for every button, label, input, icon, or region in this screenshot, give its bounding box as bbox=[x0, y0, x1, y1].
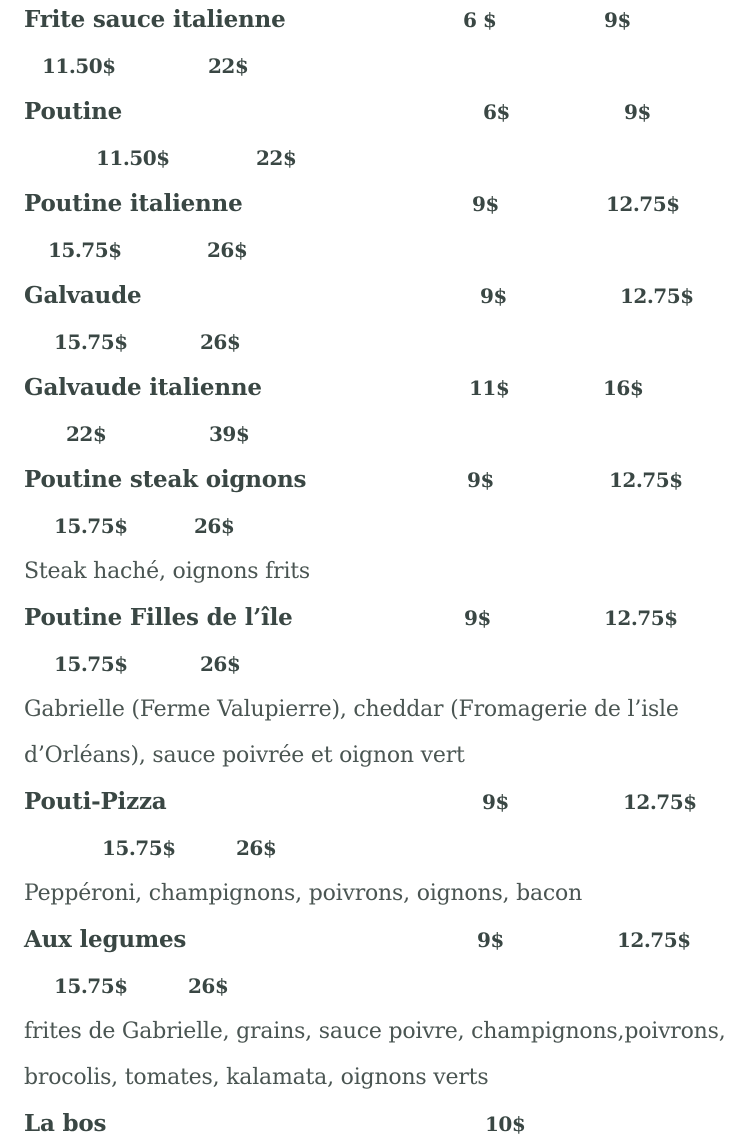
item-name: Galvaude italienne bbox=[24, 374, 262, 401]
item-price-3: 11.50$ bbox=[42, 54, 116, 78]
item-price-3: 15.75$ bbox=[54, 514, 128, 538]
item-name: Galvaude bbox=[24, 282, 142, 309]
item-price-4: 22$ bbox=[208, 54, 249, 78]
item-price-4: 26$ bbox=[200, 330, 241, 354]
item-price-1: 9$ bbox=[472, 192, 499, 216]
item-price-2: 12.75$ bbox=[617, 928, 691, 952]
item-price-2: 16$ bbox=[603, 376, 644, 400]
item-name: Poutine steak oignons bbox=[24, 466, 307, 493]
item-price-4: 26$ bbox=[200, 652, 241, 676]
item-name: Poutine italienne bbox=[24, 190, 243, 217]
item-description: d’Orléans), sauce poivrée et oignon vert bbox=[24, 743, 465, 768]
item-description: Gabrielle (Ferme Valupierre), cheddar (Fromagerie de l’isle bbox=[24, 697, 679, 722]
item-price-2: 12.75$ bbox=[620, 284, 694, 308]
item-price-2: 12.75$ bbox=[604, 606, 678, 630]
item-price-4: 26$ bbox=[236, 836, 277, 860]
item-price-1: 9$ bbox=[464, 606, 491, 630]
item-price-2: 12.75$ bbox=[623, 790, 697, 814]
item-price-2: 12.75$ bbox=[609, 468, 683, 492]
item-name: Frite sauce italienne bbox=[24, 6, 286, 33]
item-price-4: 26$ bbox=[194, 514, 235, 538]
item-price-3: 15.75$ bbox=[54, 330, 128, 354]
item-name: Poutine Filles de l’île bbox=[24, 604, 293, 631]
item-price-2: 12.75$ bbox=[606, 192, 680, 216]
item-price-3: 15.75$ bbox=[48, 238, 122, 262]
item-price-4: 22$ bbox=[256, 146, 297, 170]
item-price-1: 9$ bbox=[482, 790, 509, 814]
item-name: Poutine bbox=[24, 98, 123, 125]
item-name: Aux legumes bbox=[24, 926, 187, 953]
item-description: brocolis, tomates, kalamata, oignons verts bbox=[24, 1065, 489, 1090]
item-price-4: 26$ bbox=[188, 974, 229, 998]
item-price-4: 39$ bbox=[209, 422, 250, 446]
item-price-3: 15.75$ bbox=[54, 652, 128, 676]
item-price-1: 9$ bbox=[477, 928, 504, 952]
item-name: Pouti-Pizza bbox=[24, 788, 167, 815]
item-price-3: 15.75$ bbox=[102, 836, 176, 860]
item-price-4: 26$ bbox=[207, 238, 248, 262]
item-price-3: 11.50$ bbox=[96, 146, 170, 170]
item-price-1: 11$ bbox=[469, 376, 510, 400]
item-price-2: 9$ bbox=[624, 100, 651, 124]
item-description: Peppéroni, champignons, poivrons, oignons, bacon bbox=[24, 881, 583, 906]
item-price-2: 9$ bbox=[604, 8, 631, 32]
item-description: Steak haché, oignons frits bbox=[24, 559, 311, 584]
item-price-1: 9$ bbox=[480, 284, 507, 308]
item-name: La bos bbox=[24, 1110, 107, 1137]
item-price-3: 15.75$ bbox=[54, 974, 128, 998]
item-price-3: 22$ bbox=[66, 422, 107, 446]
item-price-1: 9$ bbox=[467, 468, 494, 492]
item-description: frites de Gabrielle, grains, sauce poivre, champignons,poivrons, bbox=[24, 1019, 726, 1044]
item-price-1: 6$ bbox=[483, 100, 510, 124]
item-price-1: 6 $ bbox=[463, 8, 497, 32]
item-price-1: 10$ bbox=[485, 1112, 526, 1136]
